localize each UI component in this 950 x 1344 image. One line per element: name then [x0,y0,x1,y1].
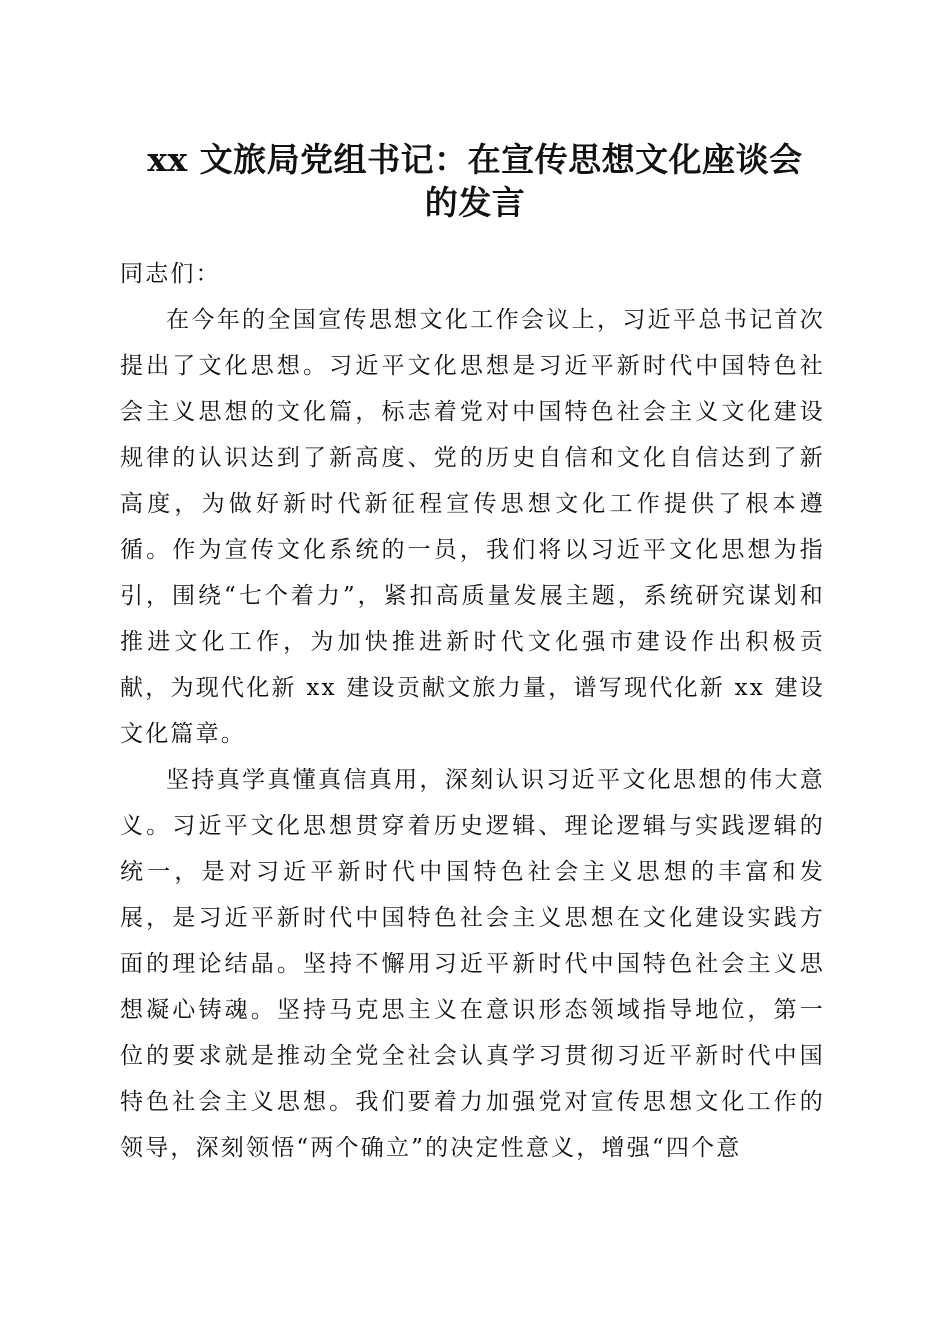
paragraph-1: 在今年的全国宣传思想文化工作会议上，习近平总书记首次提出了文化思想。习近平文化思想是习近平新时代中国特色社会主义思想的文化篇，标志着党对中国特色社会主义文化建设规律的认识达到了新高度、党的历史自信和文化自信达到了新高度，为做好新时代新征程宣传思想文化工作提供了根本遵循。作为宣传文化系统的一员，我们将以习近平文化思想为指引，围绕“七个着力”，紧扣高质量发展主题，系统研究谋划和推进文化工作，为加快推进新时代文化强市建设作出积极贡献，为现代化新 xx 建设贡献文旅力量，谱写现代化新 xx 建设文化篇章。 [120,307,825,747]
salutation: 同志们： [120,261,221,287]
document-body [120,251,825,1171]
title-line-2: 的发言 [424,183,526,222]
paragraph-2: 坚持真学真懂真信真用，深刻认识习近平文化思想的伟大意义。习近平文化思想贯穿着历史逻辑、理论逻辑与实践逻辑的统一，是对习近平新时代中国特色社会主义思想的丰富和发展，是习近平新时代中国特色社会主义思想在文化建设实践方面的理论结晶。坚持不懈用习近平新时代中国特色社会主义思想凝心铸魂。坚持马克思主义在意识形态领域指导地位，第一位的要求就是推动全党全社会认真学习贯彻习近平新时代中国特色社会主义思想。我们要着力加强党对宣传思想文化工作的领导，深刻领悟“两个确立”的决定性意义，增强“四个意 [120,767,825,1161]
document-title [110,138,840,224]
title-line-1: xx 文旅局党组书记：在宣传思想文化座谈会 [147,140,803,179]
